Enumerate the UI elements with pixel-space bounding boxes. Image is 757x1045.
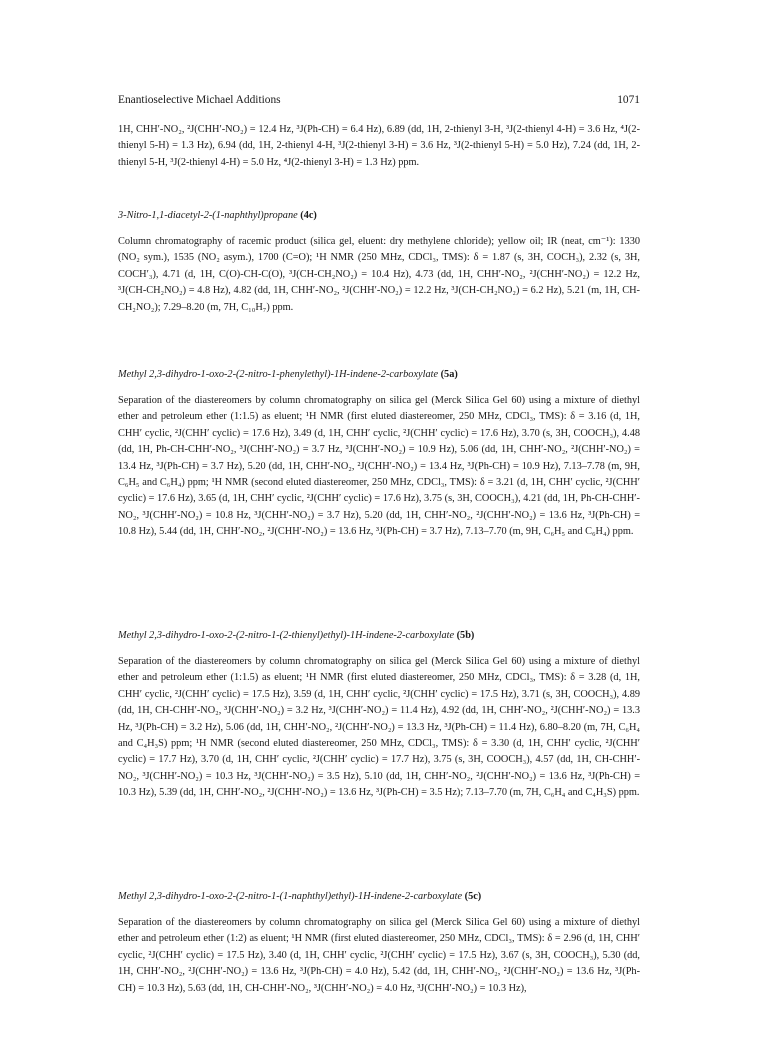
compound-name: Methyl 2,3-dihydro-1-oxo-2-(2-nitro-1-phenylethyl)-1H-indene-2-carboxylate	[118, 369, 439, 380]
section-5b	[118, 628, 640, 644]
section-5a-body	[118, 393, 640, 541]
intro-continuation	[118, 122, 640, 171]
compound-id: (4c)	[300, 210, 317, 221]
intro-paragraph: 1H, CHH′-NO₂, ²J(CHH′-NO₂) = 12.4 Hz, ³J(Ph-CH) = 6.4 Hz), 6.89 (dd, 1H, 2-thienyl 3-H, ³J(2-thienyl 4-H) = 3.6 Hz, ⁴J(2-thienyl 5-H) = 1.3 Hz), 6.94 (dd, 1H, 2-thienyl 4-H, ³J(2-thienyl 3-H) = 3.6 Hz, ³J(2-thienyl 5-H) = 5.0 Hz), 7.24 (dd, 1H, 2-thienyl 5-H, ³J(2-thienyl 4-H) = 5.0 Hz, ⁴J(2-thienyl 3-H) = 1.3 Hz) ppm.	[118, 124, 640, 168]
section-5c-body	[118, 915, 640, 997]
section-4c-body	[118, 234, 640, 316]
section-5a	[118, 367, 640, 383]
compound-id: (5b)	[456, 630, 475, 641]
section-heading	[118, 367, 640, 383]
compound-name: Methyl 2,3-dihydro-1-oxo-2-(2-nitro-1-(2-thienyl)ethyl)-1H-indene-2-carboxylate	[118, 630, 455, 641]
page-number: 1071	[617, 94, 640, 106]
compound-id: (5c)	[464, 891, 482, 902]
section-4c	[118, 208, 640, 224]
section-heading	[118, 208, 640, 224]
section-5b-body	[118, 654, 640, 802]
section-paragraph: Separation of the diastereomers by column chromatography on silica gel (Merck Silica Gel 60) using a mixture of diethyl ether and petroleum ether (1:2) as eluent; ¹H NMR (first eluted diastereomer, 250 MHz, CDCl₃, TMS): δ = 2.96 (d, 1H, CHH′ cyclic, ²J(CHH′ cyclic) = 17.5 Hz), 3.40 (d, 1H, CHH′ cyclic, ²J(CHH′ cyclic) = 17.5 Hz), 3.67 (s, 3H, COOCH₃), 5.30 (dd, 1H, CHH′-NO₂, ²J(CHH′-NO₂) = 13.6 Hz, ³J(Ph-CH) = 4.0 Hz), 5.42 (dd, 1H, CHH′-NO₂, ²J(CHH′-NO₂) = 13.6 Hz, ³J(Ph-CH) = 10.3 Hz), 5.63 (dd, 1H, CH-CHH′-NO₂, ³J(CHH′-NO₂) = 4.0 Hz, ³J(CHH′-NO₂) = 10.3 Hz),	[118, 917, 640, 994]
compound-name: 3-Nitro-1,1-diacetyl-2-(1-naphthyl)propane	[118, 210, 298, 221]
section-heading	[118, 628, 640, 644]
section-5c	[118, 889, 640, 905]
compound-id: (5a)	[440, 369, 458, 380]
running-header	[118, 94, 640, 110]
section-heading	[118, 889, 640, 905]
compound-name: Methyl 2,3-dihydro-1-oxo-2-(2-nitro-1-(1-naphthyl)ethyl)-1H-indene-2-carboxylate	[118, 891, 463, 902]
section-paragraph: Separation of the diastereomers by column chromatography on silica gel (Merck Silica Gel 60) using a mixture of diethyl ether and petroleum ether (1:1.5) as eluent; ¹H NMR (first eluted diastereomer, 250 MHz, CDCl₃, TMS): δ = 3.28 (d, 1H, CHH′ cyclic, ²J(CHH′ cyclic) = 17.5 Hz), 3.59 (d, 1H, CHH′ cyclic, ²J(CHH′ cyclic) = 17.5 Hz), 3.71 (s, 3H, COOCH₃), 4.89 (dd, 1H, CH-CHH′-NO₂, ³J(CHH′-NO₂) = 3.2 Hz, ³J(CHH′-NO₂) = 11.4 Hz), 4.92 (dd, 1H, CHH′-NO₂, ²J(CHH′-NO₂) = 13.3 Hz, ³J(Ph-CH) = 3.2 Hz), 5.06 (dd, 1H, CHH′-NO₂, ²J(CHH′-NO₂) = 13.3 Hz, ³J(Ph-CH) = 11.4 Hz), 6.80–8.20 (m, 7H, C₆H₄ and C₄H₃S) ppm; ¹H NMR (second eluted diastereomer, 250 MHz, CDCl₃, TMS): δ = 3.30 (d, 1H, CHH′ cyclic, ²J(CHH′ cyclic) = 17.7 Hz), 3.70 (d, 1H, CHH′ cyclic, ²J(CHH′ cyclic) = 17.7 Hz), 3.75 (s, 3H, COOCH₃), 4.57 (dd, 1H, CH-CHH′-NO₂, ³J(CHH′-NO₂) = 10.3 Hz, ³J(CHH′-NO₂) = 3.5 Hz), 5.10 (dd, 1H, CHH′-NO₂, ²J(CHH′-NO₂) = 13.6 Hz, ³J(Ph-CH) = 10.3 Hz), 5.39 (dd, 1H, CHH′-NO₂, ²J(CHH′-NO₂) = 13.6 Hz, ³J(Ph-CH) = 3.5 Hz); 7.13–7.70 (m, 7H, C₆H₄ and C₄H₃S) ppm.	[118, 656, 640, 799]
section-paragraph: Column chromatography of racemic product (silica gel, eluent: dry methylene chloride); yellow oil; IR (neat, cm⁻¹): 1330 (NO₂ sym.), 1535 (NO₂ asym.), 1700 (C=O); ¹H NMR (250 MHz, CDCl₃, TMS): δ = 1.87 (s, 3H, COCH₃), 2.32 (s, 3H, COCH′₃), 4.71 (d, 1H, C(O)-CH-C(O), ³J(CH-CH₂NO₂) = 10.4 Hz), 4.73 (dd, 1H, CHH′-NO₂, ²J(CHH′-NO₂) = 12.2 Hz, ³J(CH-CH₂NO₂) = 4.8 Hz), 4.82 (dd, 1H, CHH′-NO₂, ²J(CHH′-NO₂) = 12.2 Hz, ³J(CH-CH₂NO₂) = 6.2 Hz), 5.21 (m, 1H, CH-CH₂NO₂); 7.29–8.20 (m, 7H, C₁₀H₇) ppm.	[118, 236, 640, 313]
running-title: Enantioselective Michael Additions	[118, 94, 281, 106]
section-paragraph: Separation of the diastereomers by column chromatography on silica gel (Merck Silica Gel 60) using a mixture of diethyl ether and petroleum ether (1:1.5) as eluent; ¹H NMR (first eluted diastereomer, 250 MHz, CDCl₃, TMS): δ = 3.16 (d, 1H, CHH′ cyclic, ²J(CHH′ cyclic) = 17.6 Hz), 3.49 (d, 1H, CHH′ cyclic, ²J(CHH′ cyclic) = 17.6 Hz), 3.70 (s, 3H, COOCH₃), 4.48 (dd, 1H, Ph-CH-CHH′-NO₂, ³J(CHH′-NO₂) = 3.7 Hz, ³J(CHH′-NO₂) = 10.9 Hz), 5.06 (dd, 1H, CHH′-NO₂, ²J(CHH′-NO₂) = 13.4 Hz, ³J(Ph-CH) = 3.7 Hz), 5.20 (dd, 1H, CHH′-NO₂, ²J(CHH′-NO₂) = 13.4 Hz, ³J(Ph-CH) = 10.9 Hz), 7.13–7.78 (m, 9H, C₆H₅ and C₆H₄) ppm; ¹H NMR (second eluted diastereomer, 250 MHz, CDCl₃, TMS): δ = 3.21 (d, 1H, CHH′ cyclic, ²J(CHH′ cyclic) = 17.6 Hz), 3.65 (d, 1H, CHH′ cyclic, ²J(CHH′ cyclic) = 17.6 Hz), 3.75 (s, 3H, COOCH₃), 4.21 (dd, 1H, Ph-CH-CHH′-NO₂, ³J(CHH′-NO₂) = 10.8 Hz, ³J(CHH′-NO₂) = 3.7 Hz), 5.20 (dd, 1H, CHH′-NO₂, ²J(CHH′-NO₂) = 13.6 Hz, ³J(Ph-CH) = 10.8 Hz), 5.44 (dd, 1H, CHH′-NO₂, ²J(CHH′-NO₂) = 13.6 Hz, ³J(Ph-CH) = 3.7 Hz), 7.13–7.70 (m, 9H, C₆H₅ and C₆H₄) ppm.	[118, 395, 640, 538]
